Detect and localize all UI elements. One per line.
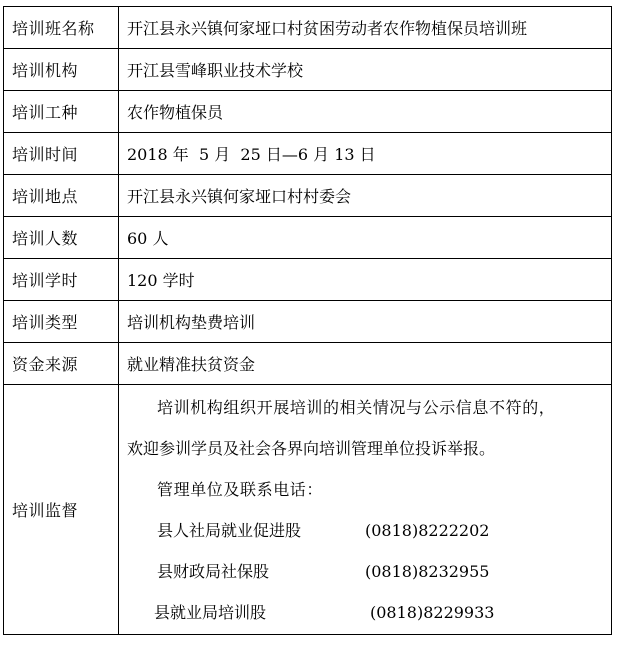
- training-info-table: [3, 6, 612, 635]
- contact-dept: 县人社局就业促进股: [157, 520, 302, 540]
- label-trade: 培训工种: [4, 91, 119, 133]
- label-hours: 培训学时: [4, 259, 119, 301]
- value-time: 2018 年 5 月 25 日—6 月 13 日: [119, 133, 612, 175]
- label-location: 培训地点: [4, 175, 119, 217]
- value-class-name: 开江县永兴镇何家垭口村贫困劳动者农作物植保员培训班: [119, 7, 612, 49]
- value-trade: 农作物植保员: [119, 91, 612, 133]
- supervision-line-1: 培训机构组织开展培训的相关情况与公示信息不符的，: [157, 397, 556, 417]
- value-supervision: [119, 385, 612, 635]
- supervision-line-2: 欢迎参训学员及社会各界向培训管理单位投诉举报。: [127, 438, 496, 458]
- row-institution: [4, 49, 612, 91]
- row-headcount: [4, 217, 612, 259]
- contact-phone: (0818)8232955: [365, 561, 490, 581]
- row-location: [4, 175, 612, 217]
- label-type: 培训类型: [4, 301, 119, 343]
- value-funding: 就业精准扶贫资金: [119, 343, 612, 385]
- contact-phone: (0818)8222202: [365, 520, 490, 540]
- row-type: [4, 301, 612, 343]
- label-funding: 资金来源: [4, 343, 119, 385]
- label-supervision: 培训监督: [4, 385, 119, 635]
- row-class-name: [4, 7, 612, 49]
- value-type: 培训机构垫费培训: [119, 301, 612, 343]
- row-trade: [4, 91, 612, 133]
- row-hours: [4, 259, 612, 301]
- value-hours: 120 学时: [119, 259, 612, 301]
- value-institution: 开江县雪峰职业技术学校: [119, 49, 612, 91]
- label-time: 培训时间: [4, 133, 119, 175]
- contact-phone: (0818)8229933: [370, 602, 495, 622]
- label-institution: 培训机构: [4, 49, 119, 91]
- contact-employment-promotion: [127, 510, 611, 551]
- row-time: [4, 133, 612, 175]
- contact-finance-social-security: [127, 551, 611, 592]
- value-headcount: 60 人: [119, 217, 612, 259]
- contact-dept: 县就业局培训股: [154, 602, 267, 622]
- row-funding: [4, 343, 612, 385]
- value-location: 开江县永兴镇何家垭口村村委会: [119, 175, 612, 217]
- label-class-name: 培训班名称: [4, 7, 119, 49]
- row-supervision: [4, 385, 612, 635]
- supervision-line-3: 管理单位及联系电话：: [157, 479, 324, 499]
- label-headcount: 培训人数: [4, 217, 119, 259]
- contact-dept: 县财政局社保股: [157, 561, 270, 581]
- contact-employment-training: [127, 592, 611, 633]
